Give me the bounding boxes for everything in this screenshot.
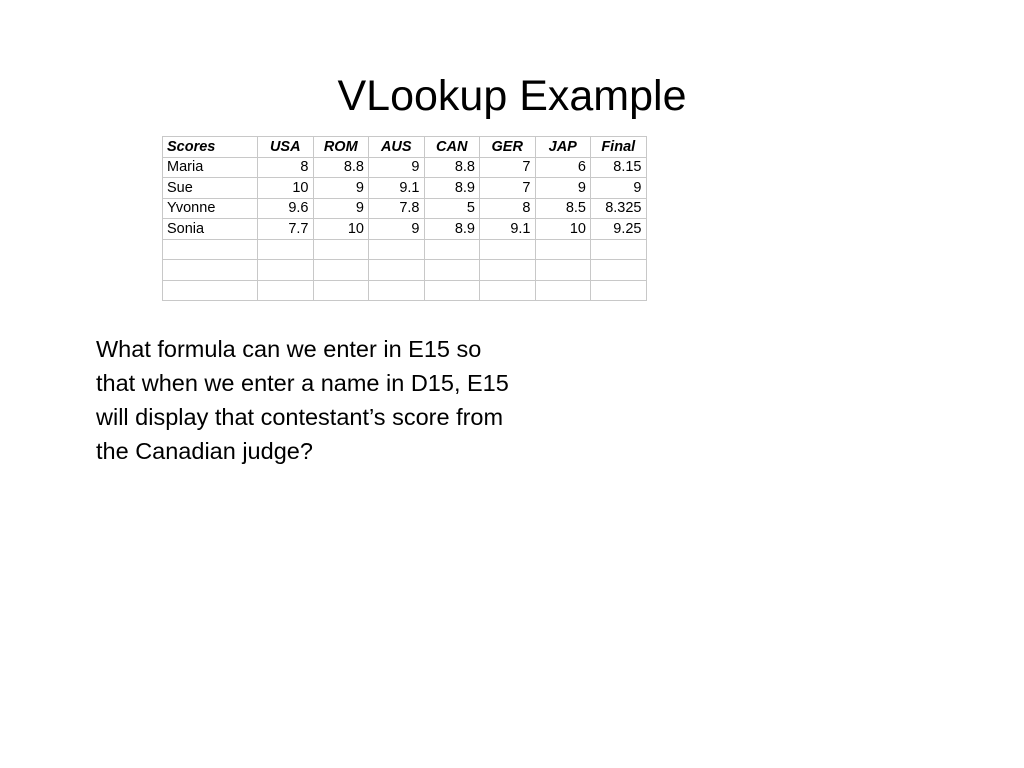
table-cell [535,239,591,260]
header-cell: JAP [535,137,591,158]
question-line: that when we enter a name in D15, E15 [96,370,509,396]
table-cell [535,260,591,281]
table-cell: 9 [535,178,591,199]
table-cell [313,280,369,301]
table-row [163,280,647,301]
table-cell [480,239,536,260]
table-cell [258,260,314,281]
table-cell: 10 [535,219,591,240]
table-cell: 7 [480,178,536,199]
table-cell: Sonia [163,219,258,240]
table-row [163,239,647,260]
table-cell [313,239,369,260]
table-cell: 7 [480,157,536,178]
question-line: will display that contestant’s score from [96,404,504,430]
question-line: What formula can we enter in E15 so [96,336,482,362]
table-row [163,198,647,219]
table-cell: 8.9 [424,219,480,240]
table-cell: Maria [163,157,258,178]
table-cell: 10 [313,219,369,240]
table-cell: 8 [258,157,314,178]
table-row [163,178,647,199]
table-cell: 9.25 [591,219,647,240]
table-cell [369,239,425,260]
table-cell: 9 [369,157,425,178]
table-cell [163,239,258,260]
table-cell [480,280,536,301]
table-cell: 9 [591,178,647,199]
table-cell [424,260,480,281]
table-cell: 9.6 [258,198,314,219]
slide-title: VLookup Example [337,72,687,120]
table-cell [313,260,369,281]
header-cell: Scores [163,137,258,158]
table-cell: 8.8 [424,157,480,178]
table-cell: 8.8 [313,157,369,178]
table-cell: 10 [258,178,314,199]
header-cell: CAN [424,137,480,158]
table-cell [424,239,480,260]
table-cell: 7.8 [369,198,425,219]
header-cell: USA [258,137,314,158]
table-cell: Sue [163,178,258,199]
table-cell: 8.9 [424,178,480,199]
table-cell: 8.5 [535,198,591,219]
table-cell [480,260,536,281]
table-cell: 6 [535,157,591,178]
table-cell [591,239,647,260]
table-cell [258,280,314,301]
table-cell [369,280,425,301]
table-cell: 7.7 [258,219,314,240]
header-cell: GER [480,137,536,158]
table-cell [591,260,647,281]
table-cell [535,280,591,301]
table-row [163,260,647,281]
table-cell: 9 [313,198,369,219]
table-cell: 9 [369,219,425,240]
table-row [163,219,647,240]
table-cell [258,239,314,260]
table-cell: 8.15 [591,157,647,178]
table-cell [163,260,258,281]
table-cell [369,260,425,281]
table-header-row [163,137,647,158]
table-cell [591,280,647,301]
table-cell: 8 [480,198,536,219]
table-cell: 8.325 [591,198,647,219]
table-cell: 9.1 [369,178,425,199]
table-cell: 9 [313,178,369,199]
header-cell: AUS [369,137,425,158]
table-cell: 5 [424,198,480,219]
table-cell: 9.1 [480,219,536,240]
header-cell: ROM [313,137,369,158]
table-cell [424,280,480,301]
table-row [163,157,647,178]
table-cell [163,280,258,301]
table-cell: Yvonne [163,198,258,219]
question-text [96,332,656,468]
header-cell: Final [591,137,647,158]
question-line: the Canadian judge? [96,438,313,464]
scores-table [162,136,647,301]
